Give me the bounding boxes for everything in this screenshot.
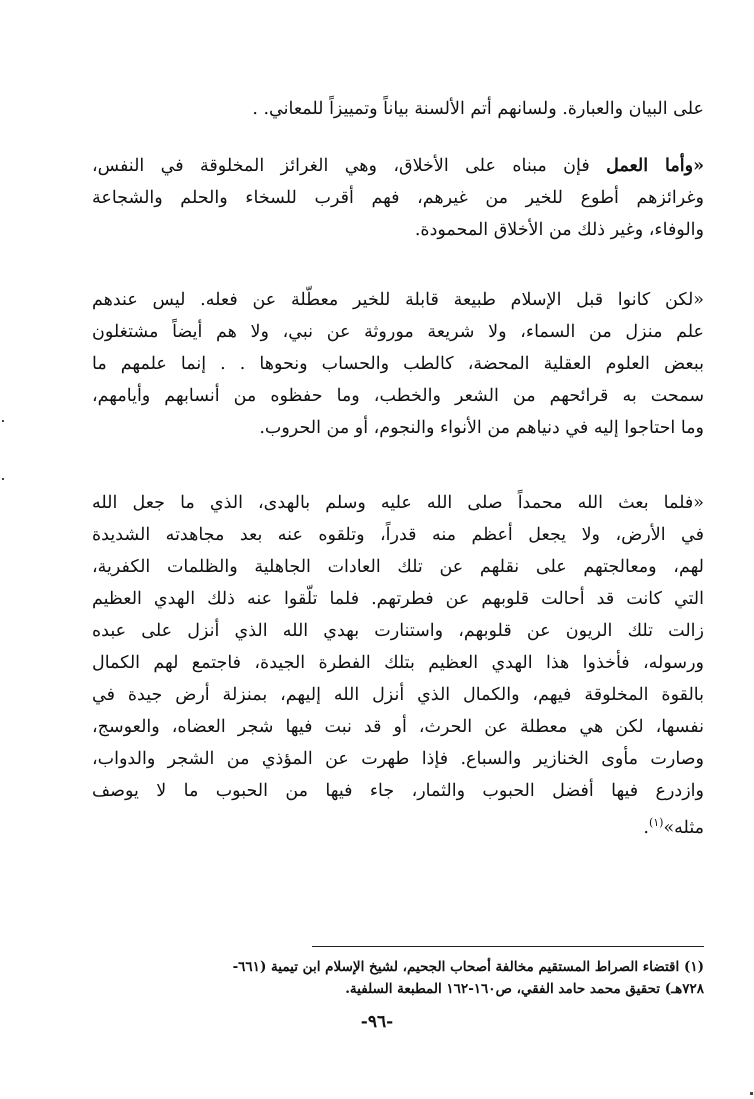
text-line: وصارت مأوى الخنازير والسباع. فإذا طهرت عن المؤذي من الشجر والدواب، bbox=[92, 749, 704, 769]
text-line: وازدرع فيها أفضل الحبوب والثمار، جاء فيها من الحبوب ما لا يوصف bbox=[92, 781, 704, 801]
footnote-line: ٧٢٨هـ) تحقيق محمد حامد الفقي، ص١٦٠-١٦٢ المطبعة السلفية. bbox=[345, 981, 704, 997]
text-line bbox=[92, 150, 704, 182]
text-line: سمحت به قرائحهم من الشعر والخطب، وما حفظوه من أنسابهم وأيامهم، bbox=[92, 386, 704, 406]
text-run: فإن مبناه على الأخلاق، وهي الغرائز المخلوقة في النفس، bbox=[92, 156, 607, 176]
text-line: على البيان والعبارة. ولسانهم أتم الألسنة بياناً وتمييزاً للمعاني. . bbox=[252, 99, 704, 119]
text-line bbox=[92, 807, 704, 844]
text-line: وما احتاجوا إليه في دنياهم من الأنواء والنجوم، أو من الحروب. bbox=[259, 418, 704, 438]
scan-speck bbox=[2, 420, 4, 422]
paragraph-0 bbox=[92, 93, 704, 125]
bold-lead: «وأما العمل bbox=[606, 156, 704, 176]
text-line: علم منزل من السماء، ولا شريعة موروثة عن نبي، ولا هم أيضاً مشتغلون bbox=[92, 322, 704, 342]
text-run: مثله» bbox=[663, 817, 704, 838]
text-line: والوفاء، وغير ذلك من الأخلاق المحمودة. bbox=[414, 220, 704, 240]
end-punct: . bbox=[643, 817, 649, 838]
scan-speck bbox=[750, 1092, 753, 1095]
footnote bbox=[92, 956, 704, 1000]
paragraph-3 bbox=[92, 487, 704, 844]
footnote-line: (١) اقتضاء الصراط المستقيم مخالفة أصحاب الجحيم، لشيخ الإسلام ابن تيمية (٦٦١- bbox=[232, 959, 704, 975]
text-line: بالقوة المخلوقة فيهم، والكمال الذي أنزل الله إليهم، بمنزلة أرض جيدة في bbox=[92, 685, 704, 705]
paragraph-1 bbox=[92, 150, 704, 246]
page-number: -٩٦- bbox=[360, 1012, 394, 1032]
text-line: في الأرض، ولا يجعل أعظم منه قدراً، وتلقوه عنه بعد مجاهدته الشديدة bbox=[92, 525, 704, 545]
footnote-divider bbox=[312, 946, 704, 947]
footnote-ref[interactable]: (١) bbox=[648, 816, 664, 829]
text-line: «فلما بعث الله محمداً صلى الله عليه وسلم بالهدى، الذي ما جعل الله bbox=[92, 493, 704, 513]
text-line: ورسوله، فأخذوا هذا الهدي العظيم بتلك الفطرة الجيدة، فاجتمع لهم الكمال bbox=[92, 653, 704, 673]
text-line: لهم، ومعالجتهم على نقلهم عن تلك العادات الجاهلية والظلمات الكفرية، bbox=[92, 557, 704, 577]
text-line: زالت تلك الريون عن قلوبهم، واستنارت بهدي الله الذي أنزل على عبده bbox=[92, 621, 704, 641]
text-line: «لكن كانوا قبل الإسلام طبيعة قابلة للخير معطّلة عن فعله. ليس عندهم bbox=[92, 290, 704, 310]
scan-speck bbox=[2, 478, 4, 480]
text-line: ببعض العلوم العقلية المحضة، كالطب والحساب ونحوها . . إنما علمهم ما bbox=[92, 354, 704, 374]
text-line: نفسها، لكن هي معطلة عن الحرث، أو قد نبت فيها شجر العضاه، والعوسج، bbox=[92, 717, 704, 737]
text-line: التي كانت قد أحالت قلوبهم عن فطرتهم. فلما تلّقوا عنه ذلك الهدي العظيم bbox=[92, 589, 704, 609]
paragraph-2 bbox=[92, 284, 704, 444]
text-line: وغرائزهم أطوع للخير من غيرهم، فهم أقرب للسخاء والحلم والشجاعة bbox=[92, 188, 704, 208]
